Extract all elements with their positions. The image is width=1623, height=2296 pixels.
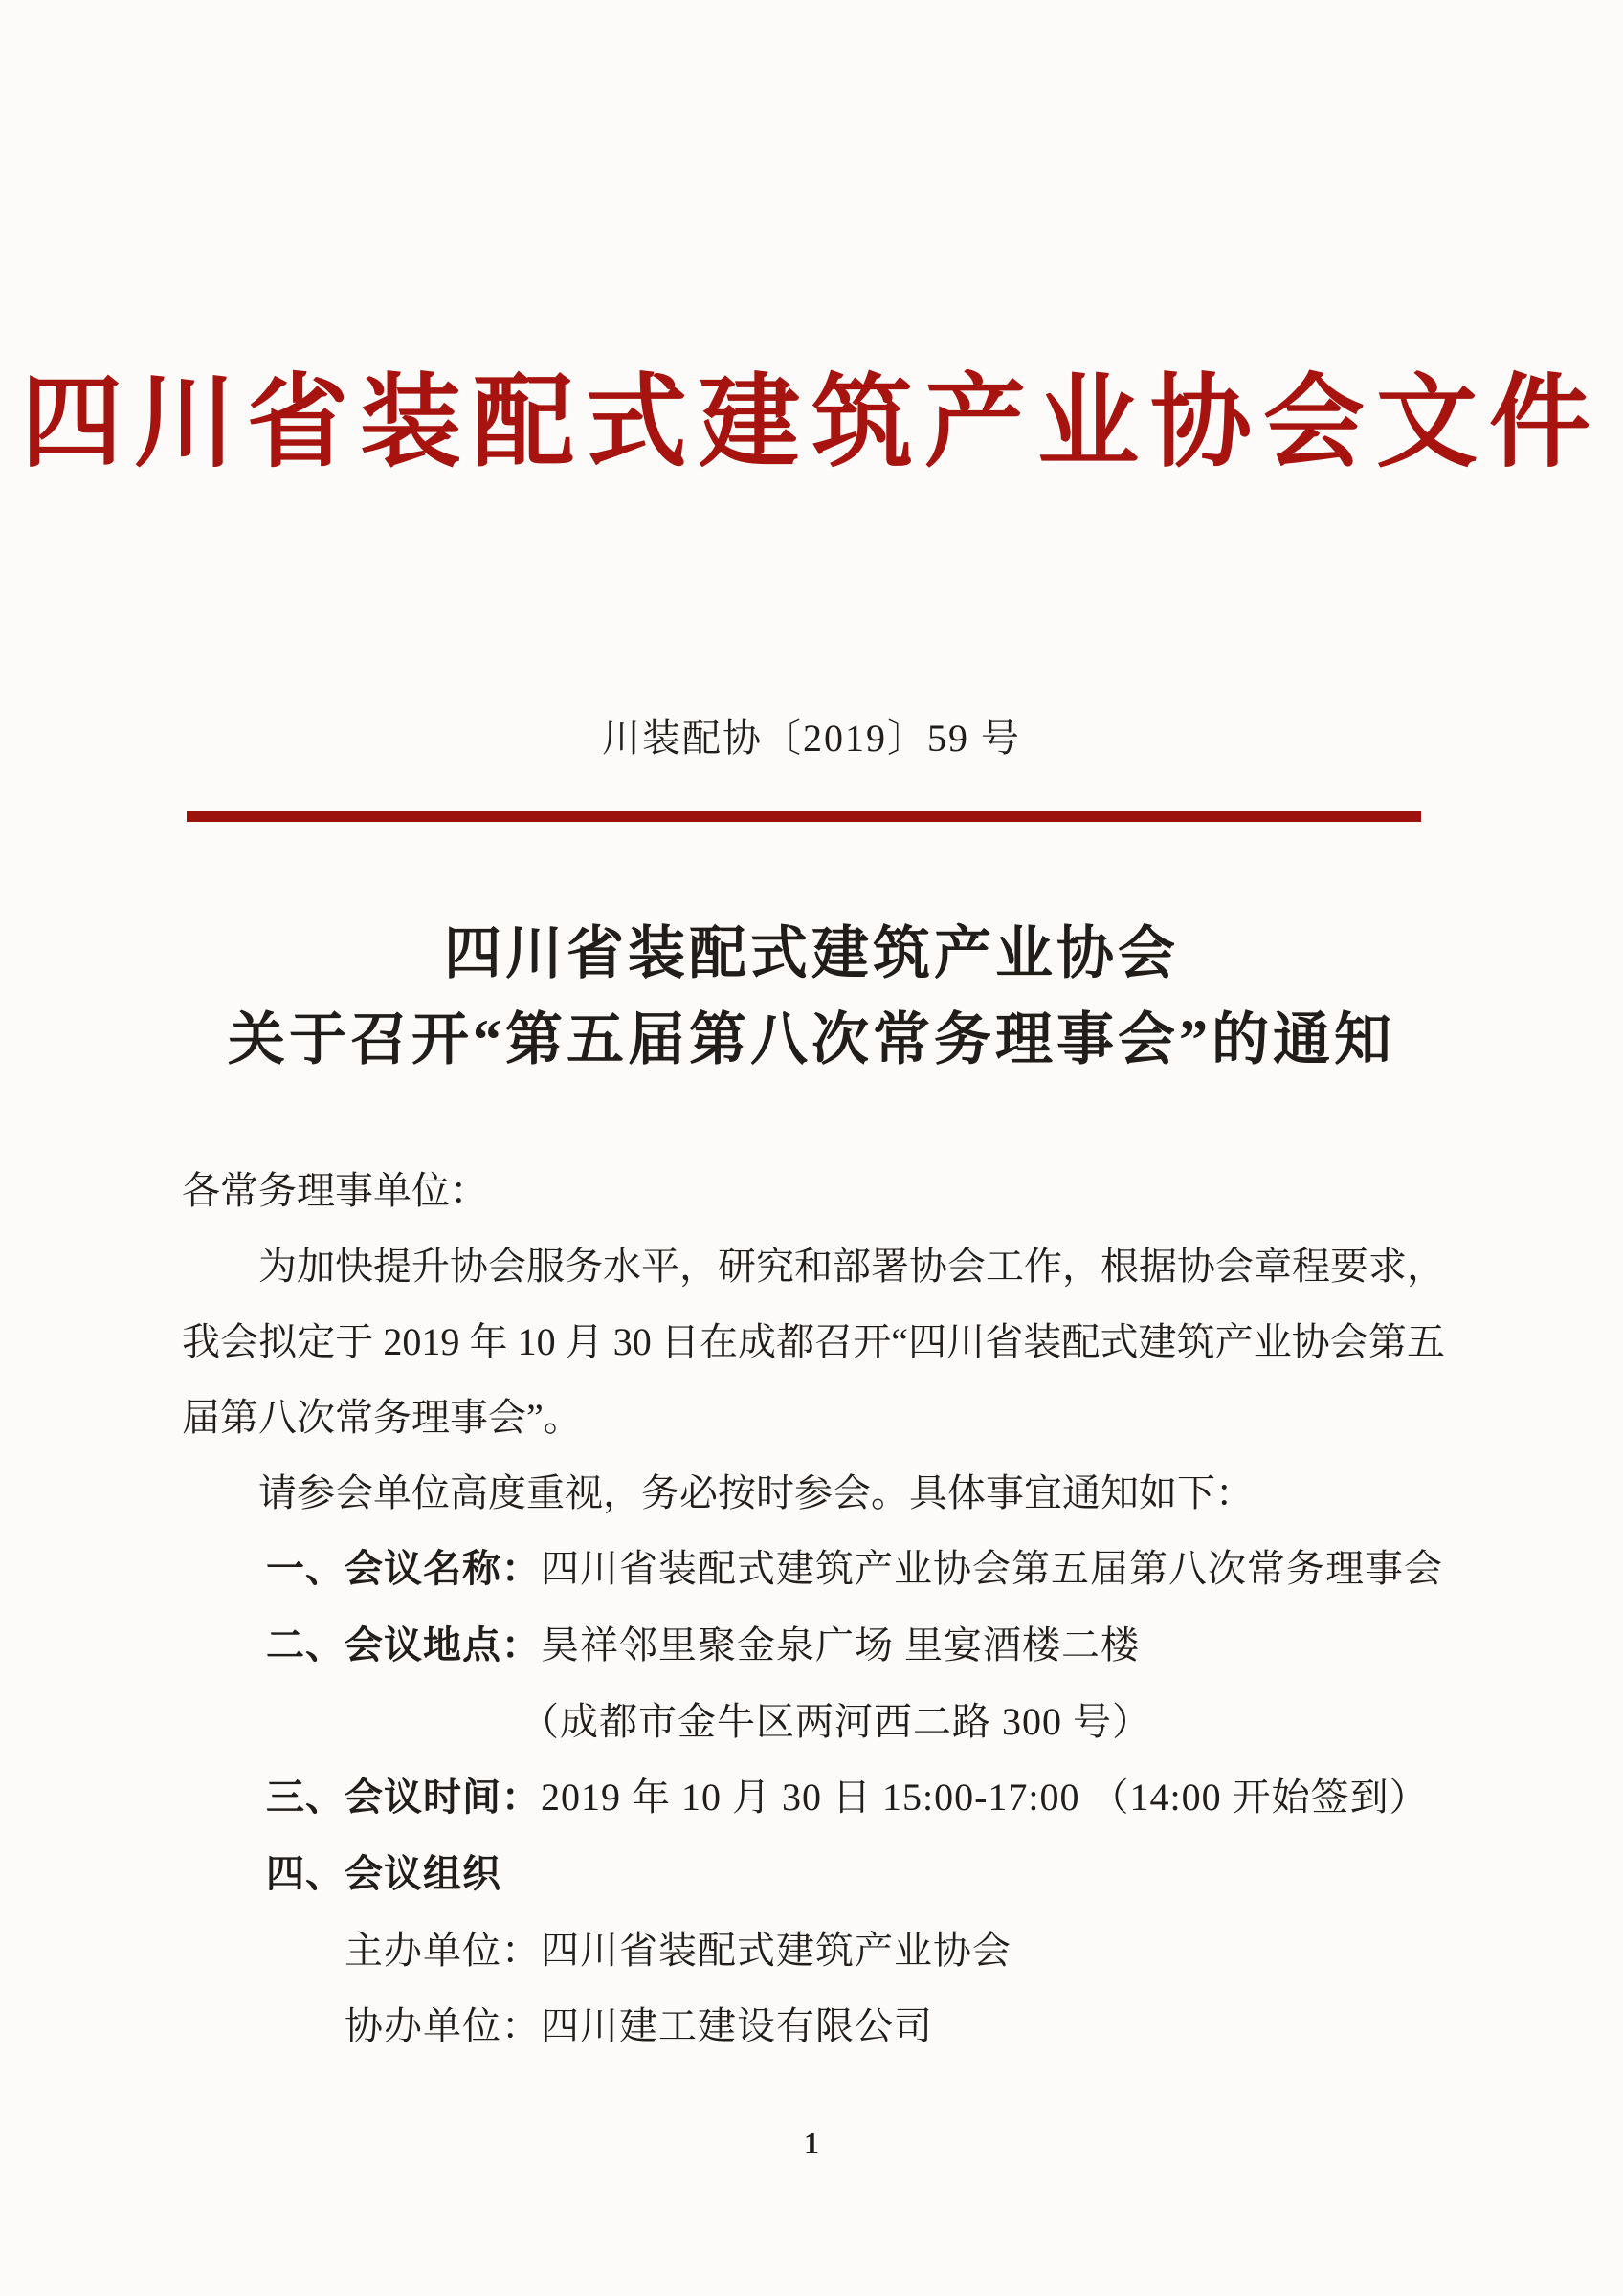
document-number: 川装配协〔2019〕59 号 bbox=[602, 717, 1021, 760]
organizer-cohost-label: 协办单位： bbox=[345, 2004, 541, 2047]
red-divider-rule bbox=[187, 811, 1421, 822]
item-meeting-organization bbox=[182, 1836, 1445, 1912]
organizer-host bbox=[182, 1912, 1445, 1988]
notice-title-line2: 关于召开“第五届第八次常务理事会”的通知 bbox=[228, 1008, 1395, 1071]
paragraph-intro: 为加快提升协会服务水平，研究和部署协会工作，根据协会章程要求，我会拟定于 2019 年 10 月 30 日在成都召开“四川省装配式建筑产业协会第五届第八次常务理事会”。 bbox=[182, 1245, 1445, 1439]
item-meeting-place bbox=[182, 1607, 1445, 1684]
notice-body bbox=[182, 1153, 1445, 2064]
salutation: 各常务理事单位： bbox=[182, 1169, 488, 1212]
item-meeting-place-content: 昊祥邻里聚金泉广场 里宴酒楼二楼 bbox=[541, 1623, 1140, 1667]
item-meeting-place-label: 二、会议地点： bbox=[266, 1624, 541, 1667]
item-meeting-place-address: （成都市金牛区两河西二路 300 号） bbox=[521, 1700, 1151, 1743]
item-meeting-time-content: 2019 年 10 月 30 日 15:00-17:00 （14:00 开始签到） bbox=[541, 1776, 1429, 1819]
organizer-cohost-content: 四川建工建设有限公司 bbox=[541, 2004, 933, 2047]
item-meeting-name-label: 一、会议名称： bbox=[266, 1548, 541, 1590]
organizer-host-content: 四川省装配式建筑产业协会 bbox=[541, 1929, 1012, 1972]
item-meeting-time bbox=[182, 1759, 1445, 1836]
page-number: 1 bbox=[804, 2126, 819, 2160]
paragraph-instruction: 请参会单位高度重视，务必按时参会。具体事宜通知如下： bbox=[258, 1471, 1254, 1514]
notice-title-line1: 四川省装配式建筑产业协会 bbox=[444, 922, 1179, 985]
organizer-host-label: 主办单位： bbox=[345, 1929, 541, 1972]
notice-title bbox=[0, 911, 1623, 1083]
item-meeting-name bbox=[182, 1531, 1445, 1607]
organizer-cohost bbox=[182, 1988, 1445, 2064]
red-header-title: 四川省装配式建筑产业协会文件 bbox=[21, 367, 1602, 479]
item-meeting-organization-label: 四、会议组织 bbox=[266, 1853, 501, 1895]
item-meeting-name-content: 四川省装配式建筑产业协会第五届第八次常务理事会 bbox=[541, 1547, 1443, 1590]
item-meeting-time-label: 三、会议时间： bbox=[266, 1777, 541, 1819]
